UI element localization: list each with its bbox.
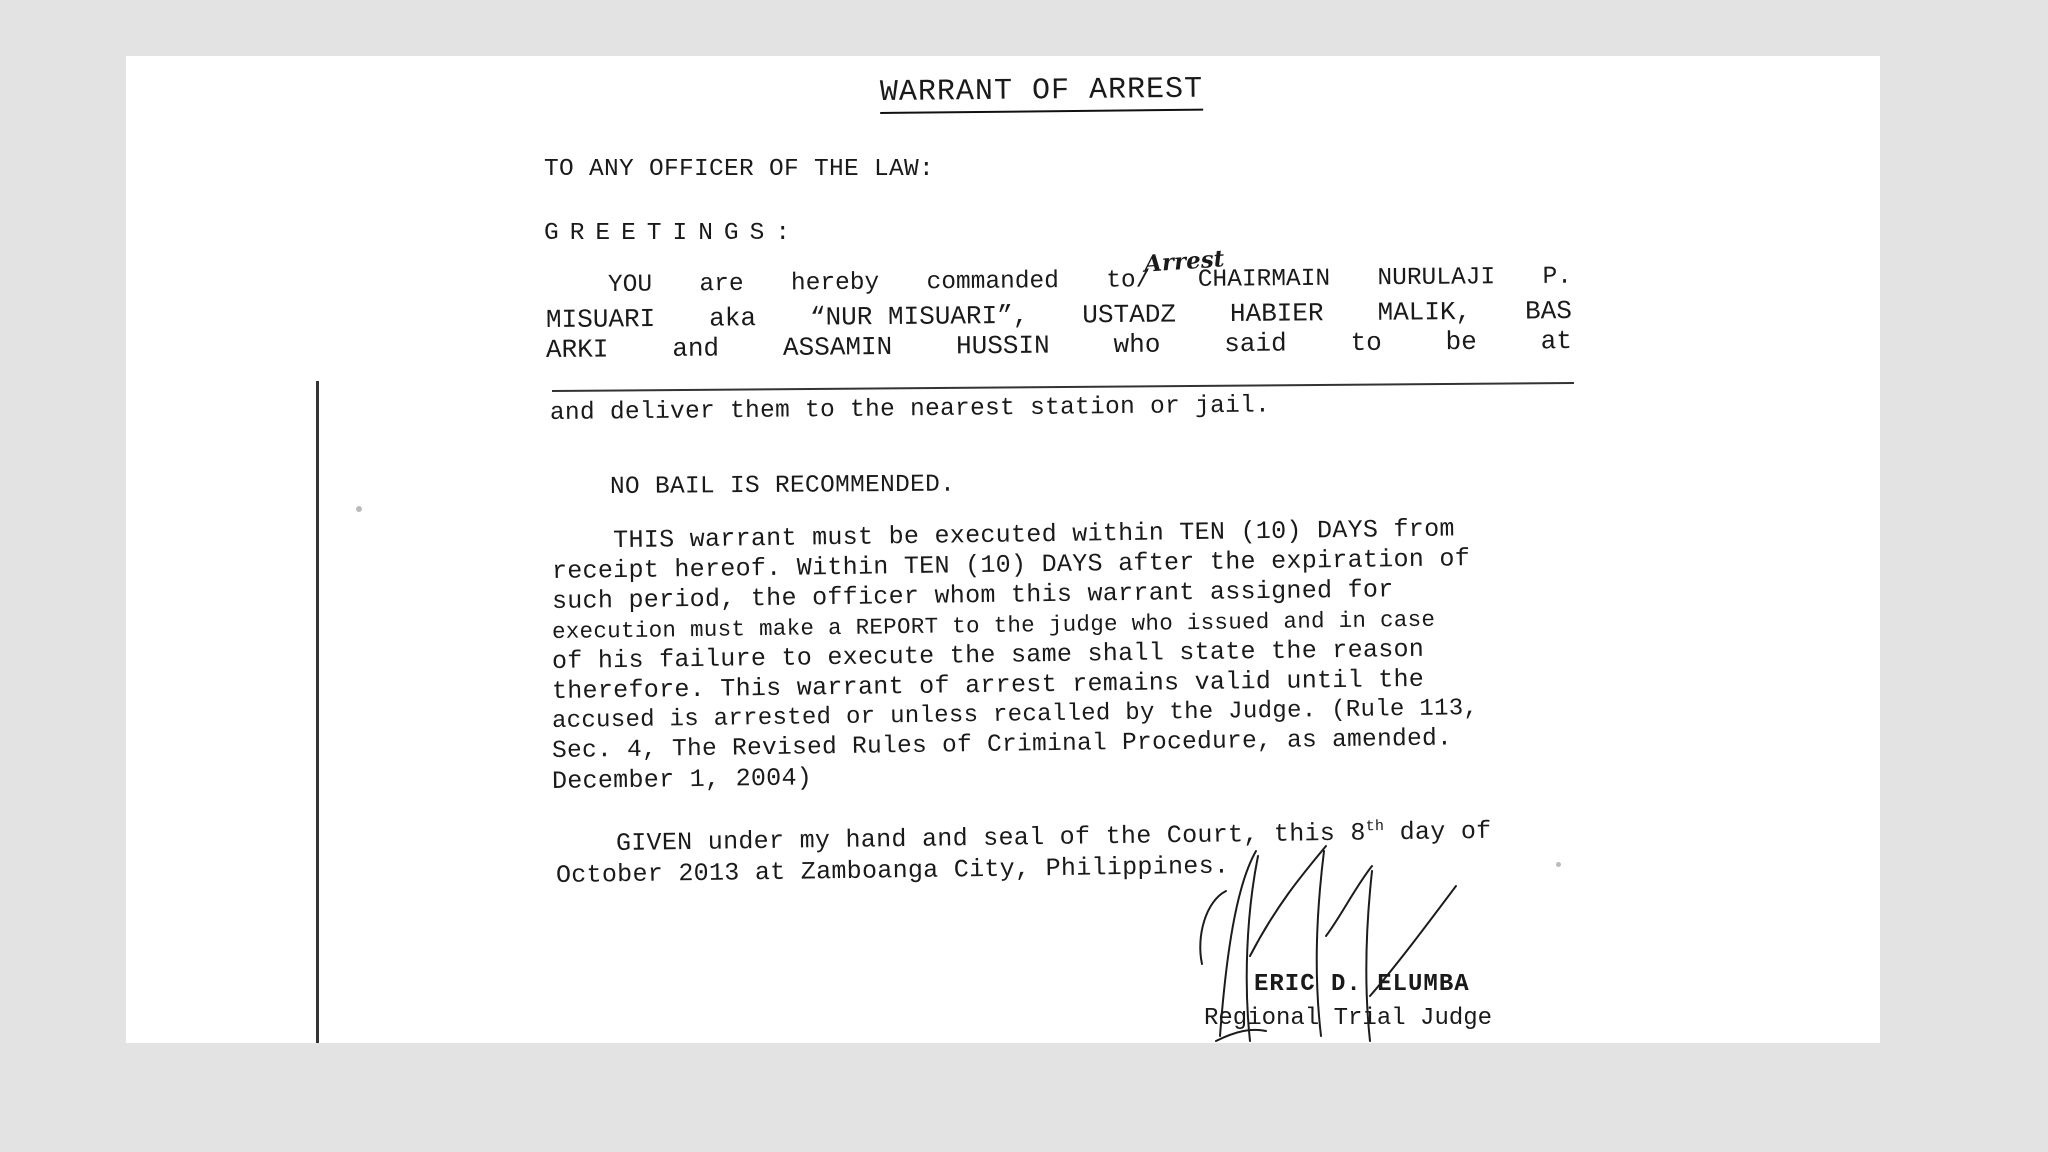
word: ASSAMIN [782,331,893,363]
word: commanded [926,268,1060,297]
word: hereby [790,269,880,298]
word: USTADZ [1082,299,1177,331]
word: P. [1542,263,1573,291]
scan-speck [356,506,362,512]
validity-line: of his failure to execute the same shall state the reason [551,634,1425,676]
given-line-2: October 2013 at Zamboanga City, Philippines. [555,851,1230,890]
validity-line: THIS warrant must be executed within TEN (10) DAYS from [551,514,1455,556]
document-title: WARRANT OF ARREST [880,73,1203,114]
word: NURULAJI [1377,264,1496,293]
greetings-line: GREETINGS: [544,220,802,247]
word: CHAIRMAIN [1197,265,1331,294]
command-line-1 [608,264,1572,300]
given-text: day of [1384,816,1492,848]
word: at [1540,326,1573,357]
deliver-line: and deliver them to the nearest station or jail. [549,392,1271,427]
ordinal-suffix: th [1365,817,1385,836]
given-text: GIVEN under my hand and seal of the Court, this 8 [615,818,1366,858]
validity-line: accused is arrested or unless recalled by the Judge. (Rule 113, [551,695,1479,735]
word: MISUARI [545,304,656,335]
word: “NUR MISUARI”, [809,300,1029,333]
validity-line: Sec. 4, The Revised Rules of Criminal Procedure, as amended. [551,725,1453,765]
document-page [126,56,1880,1043]
word: who [1113,329,1161,361]
word: to [1350,327,1382,358]
word: said [1224,328,1287,360]
word: ARKI [545,334,609,365]
blank-fill-line [552,382,1574,392]
word: BAS [1524,296,1573,327]
judge-name: ERIC D. ELUMBA [1254,971,1470,998]
word: be [1445,326,1477,358]
word: HUSSIN [955,330,1050,362]
no-bail-line: NO BAIL IS RECOMMENDED. [609,471,956,501]
validity-line: execution must make a REPORT to the judge who issued and in case [551,606,1436,645]
validity-line: therefore. This warrant of arrest remains valid until the [551,664,1425,706]
word: aka [709,303,757,334]
addressee-line: TO ANY OFFICER OF THE LAW: [544,156,935,183]
word: and [672,333,720,364]
validity-line: receipt hereof. Within TEN (10) DAYS after the expiration of [551,544,1471,586]
scan-speck [1556,862,1561,867]
margin-rule [316,381,319,1043]
word: YOU [607,271,653,299]
validity-line: such period, the officer whom this warrant assigned for [551,575,1394,616]
judge-title: Regional Trial Judge [1204,1005,1493,1032]
word: are [699,270,744,299]
validity-line: December 1, 2004) [551,763,813,796]
handwritten-insert: Arrest [1143,245,1226,278]
word: to/ [1106,267,1151,295]
given-line-1 [616,818,1492,858]
word: MALIK, [1377,296,1472,328]
word: HABIER [1229,298,1324,330]
